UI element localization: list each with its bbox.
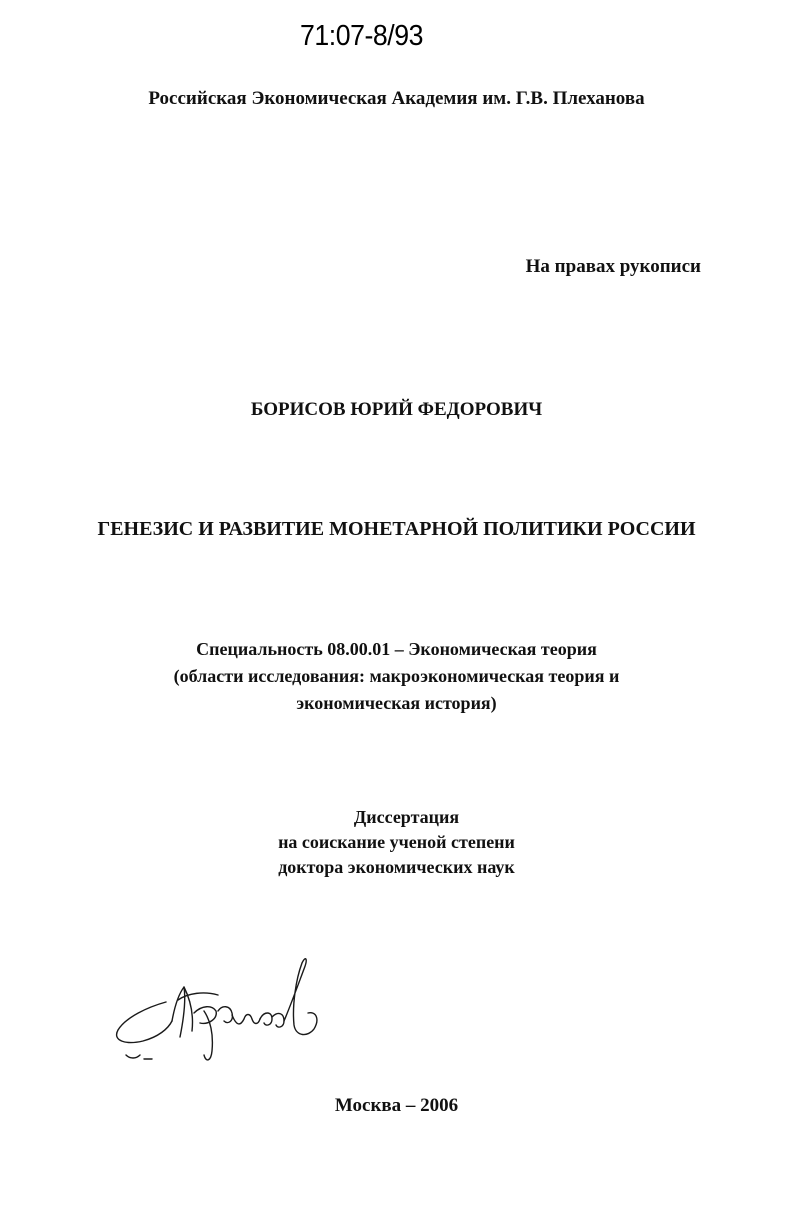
dissertation-line: доктора экономических наук bbox=[278, 857, 515, 877]
dissertation-title: ГЕНЕЗИС И РАЗВИТИЕ МОНЕТАРНОЙ ПОЛИТИКИ РОССИИ bbox=[97, 518, 696, 540]
city-year: Москва – 2006 bbox=[334, 1095, 459, 1116]
speciality-line: Специальность 08.00.01 – Экономическая теория bbox=[196, 639, 597, 659]
institution-name: Российская Экономическая Академия им. Г.В. Плеханова bbox=[148, 88, 645, 109]
handwritten-signature-icon bbox=[108, 955, 338, 1080]
speciality-line: экономическая история) bbox=[296, 693, 497, 713]
dissertation-line: на соискание ученой степени bbox=[278, 832, 515, 852]
dissertation-block bbox=[0, 805, 793, 880]
manuscript-note: На правах рукописи bbox=[525, 256, 701, 277]
dissertation-line: Диссертация bbox=[353, 807, 460, 827]
stamp-code: 71:07-8/93 bbox=[300, 20, 423, 52]
speciality-line: (области исследования: макроэкономическая теория и bbox=[173, 666, 620, 686]
author-name: БОРИСОВ ЮРИЙ ФЕДОРОВИЧ bbox=[250, 399, 543, 420]
speciality-block bbox=[0, 636, 793, 717]
